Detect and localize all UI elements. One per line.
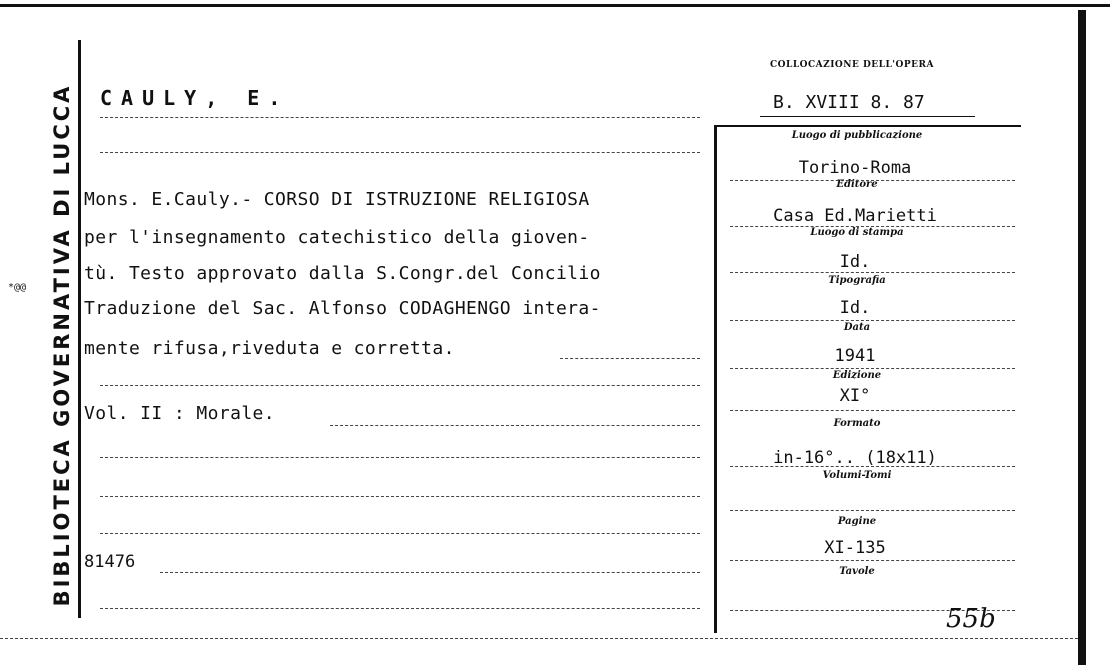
body-line: per l'insegnamento catechistico della gioven-	[84, 227, 590, 248]
body-rule	[560, 358, 700, 359]
field-label: Tipografia	[828, 275, 886, 286]
field-rule	[730, 510, 1015, 511]
field-value: XI-135	[824, 538, 886, 558]
field-value: Torino-Roma	[798, 158, 912, 178]
body-line: tù. Testo approvato dalla S.Congr.del Concilio	[84, 263, 601, 284]
side-mark: *@@	[8, 282, 27, 293]
body-rule	[330, 425, 700, 426]
library-name: BIBLIOTECA GOVERNATIVA DI LUCCA	[50, 83, 74, 607]
field-label: Edizione	[832, 370, 882, 381]
field-label: Pagine	[837, 516, 877, 527]
handwritten-note: 55b	[946, 604, 996, 634]
body-line: Mons. E.Cauly.- CORSO DI ISTRUZIONE RELIGIOSA	[84, 189, 590, 210]
field-value: Id.	[839, 252, 871, 272]
collocation-header: COLLOCAZIONE DELL'OPERA	[770, 60, 934, 70]
body-rule	[100, 385, 700, 386]
field-rule	[730, 320, 1015, 321]
field-value: XI°	[839, 386, 871, 406]
field-label: Volumi-Tomi	[822, 470, 892, 481]
body-rule	[100, 496, 700, 497]
field-label: Tavole	[839, 566, 875, 577]
body-rule	[160, 572, 700, 573]
body-rule	[100, 457, 700, 458]
field-rule	[730, 226, 1015, 227]
shelfmark-underline	[760, 116, 975, 117]
field-label: Editore	[836, 179, 878, 190]
author-heading: CAULY, E.	[100, 86, 290, 110]
field-label: Luogo di stampa	[810, 227, 904, 238]
field-label: Data	[843, 322, 871, 333]
body-rule	[100, 608, 700, 609]
field-value: 1941	[834, 346, 876, 366]
field-rule	[730, 560, 1015, 561]
field-label: Luogo di pubblicazione	[791, 130, 923, 141]
field-value: Id.	[839, 298, 871, 318]
body-line: Traduzione del Sac. Alfonso CODAGHENGO intera-	[84, 298, 601, 319]
left-margin-rule	[78, 40, 81, 618]
top-border	[0, 4, 1110, 7]
shelfmark: B. XVIII 8. 87	[773, 92, 925, 113]
body-rule	[100, 152, 700, 153]
field-rule	[730, 368, 1015, 369]
volume-line: Vol. II : Morale.	[84, 403, 276, 424]
right-border	[1078, 10, 1086, 665]
field-rule	[730, 272, 1015, 273]
body-line: mente rifusa,riveduta e corretta.	[84, 338, 455, 359]
author-rule	[100, 117, 700, 118]
body-rule	[100, 533, 700, 534]
inventory-number: 81476	[84, 552, 136, 572]
field-rule	[730, 466, 1015, 467]
field-value: Casa Ed.Marietti	[773, 206, 937, 226]
field-rule	[730, 410, 1015, 411]
field-value: in-16°.. (18x11)	[773, 448, 937, 468]
field-rule	[730, 180, 1015, 181]
field-label: Formato	[833, 418, 881, 429]
fields-top-rule	[716, 125, 1021, 127]
bottom-rule	[0, 638, 1078, 639]
